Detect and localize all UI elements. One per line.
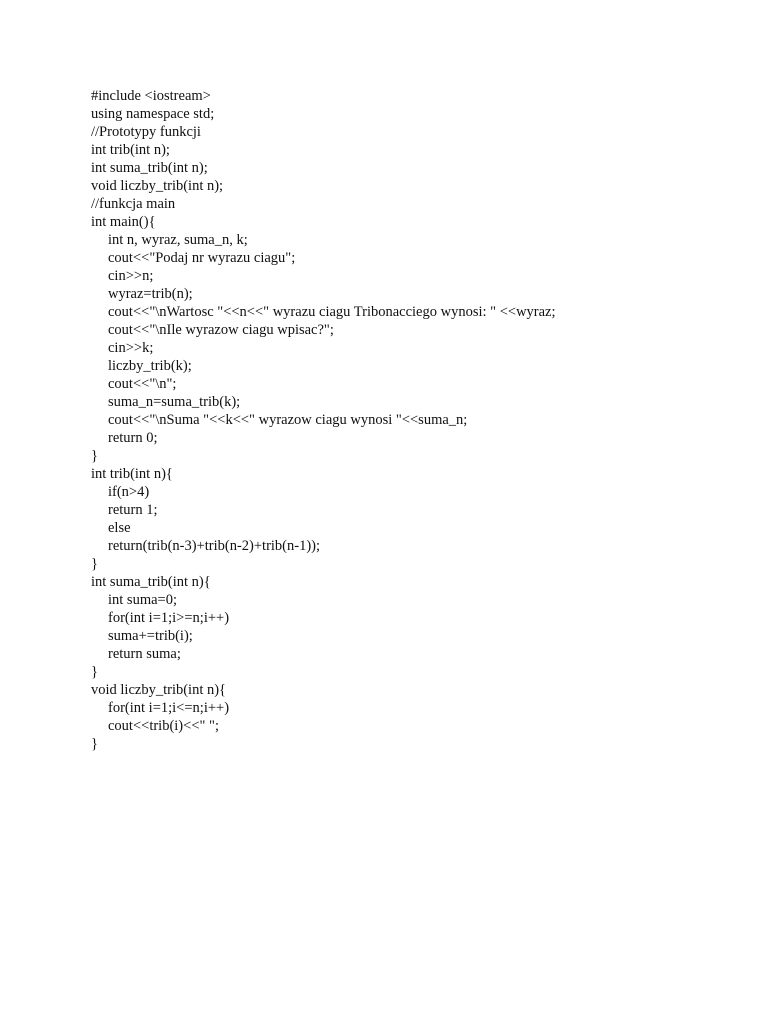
code-line: cout<<trib(i)<<" "; (108, 718, 219, 734)
code-line: using namespace std; (91, 106, 215, 122)
code-line: cout<<"\nWartosc "<<n<<" wyrazu ciagu Tribonacciego wynosi: " <<wyraz; (108, 304, 556, 320)
code-line: cout<<"\nIle wyrazow ciagu wpisac?"; (108, 322, 334, 338)
code-line: for(int i=1;i<=n;i++) (108, 700, 230, 716)
code-line: cout<<"\nSuma "<<k<<" wyrazow ciagu wynosi "<<suma_n; (108, 412, 468, 428)
code-line: liczby_trib(k); (108, 358, 192, 374)
code-line: int n, wyraz, suma_n, k; (108, 232, 248, 248)
code-line: void liczby_trib(int n){ (91, 682, 227, 698)
code-line: } (91, 448, 98, 464)
code-line: //funkcja main (91, 196, 176, 212)
code-line: if(n>4) (108, 484, 150, 500)
code-listing (91, 87, 731, 753)
code-line: return 0; (108, 430, 158, 446)
code-line: cin>>k; (108, 340, 154, 356)
code-line: cout<<"\n"; (108, 376, 177, 392)
code-line: wyraz=trib(n); (108, 286, 193, 302)
code-line: int suma_trib(int n){ (91, 574, 211, 590)
code-line: for(int i=1;i>=n;i++) (108, 610, 230, 626)
code-line: int suma_trib(int n); (91, 160, 208, 176)
code-line: else (108, 520, 131, 536)
code-line: void liczby_trib(int n); (91, 178, 224, 194)
code-line: return(trib(n-3)+trib(n-2)+trib(n-1)); (108, 538, 321, 554)
code-line: suma+=trib(i); (108, 628, 193, 644)
code-line: } (91, 736, 98, 752)
code-line: } (91, 664, 98, 680)
code-line: return 1; (108, 502, 158, 518)
code-line: return suma; (108, 646, 181, 662)
code-line: //Prototypy funkcji (91, 124, 201, 140)
code-line: #include <iostream> (91, 88, 211, 104)
code-line: suma_n=suma_trib(k); (108, 394, 241, 410)
code-line: int trib(int n){ (91, 466, 173, 482)
code-line: int trib(int n); (91, 142, 170, 158)
code-line: int suma=0; (108, 592, 177, 608)
code-line: int main(){ (91, 214, 156, 230)
code-line: } (91, 556, 98, 572)
code-line: cout<<"Podaj nr wyrazu ciagu"; (108, 250, 296, 266)
code-line: cin>>n; (108, 268, 154, 284)
